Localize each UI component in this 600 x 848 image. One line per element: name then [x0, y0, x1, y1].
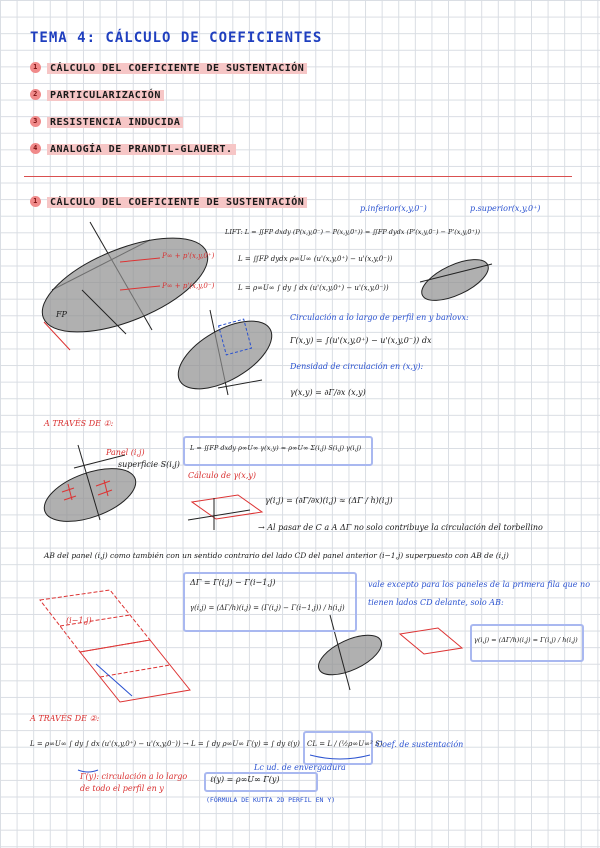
toc-label: CÁLCULO DEL COEFICIENTE DE SUSTENTACIÓN — [47, 63, 307, 74]
label-panel-prev: (i−1,j) — [66, 616, 92, 625]
exception-note-line-2: tienen lados CD delante, solo AB: — [368, 598, 504, 607]
cl-box — [303, 731, 373, 765]
panel-grid-sketch — [40, 590, 190, 702]
label-p-lower: p.inferior(x,y,0⁻) — [360, 204, 427, 213]
lift-equation-1: LIFT: L = ∬FP dxdy (P(x,y,0⁻) − P(x,y,0⁺)) = ∬FP dydx (P'(x,y,0⁻) − P'(x,y,0⁺)) — [225, 228, 480, 236]
panel-sketch — [188, 495, 262, 530]
label-panel: Panel (i,j) — [106, 448, 145, 457]
toc-label: PARTICULARIZACIÓN — [47, 90, 164, 101]
lift-per-span-label: Lc ud. de envergadura — [254, 763, 346, 772]
kutta-note: (FÓRMULA DE KUTTA 2D PERFIL EN Y) — [206, 796, 336, 804]
toc-number: 2 — [30, 89, 41, 100]
gamma-approx-equation: γ(i,j) = (∂Γ/∂x)(i,j) ≈ (ΔΓ / h)(i,j) — [265, 496, 393, 505]
through-heading-2: A TRAVÉS DE ②: — [30, 714, 100, 723]
toc-number: 3 — [30, 116, 41, 127]
lift-equation-2: L = ∬FP dydx ρ∞U∞ (u'(x,y,0⁺) − u'(x,y,0⁻)) — [238, 255, 393, 263]
kutta-equation: ℓ(y) = ρ∞U∞ Γ(y) — [210, 775, 280, 784]
gamma-note-line-2: de todo el perfil en y — [80, 784, 164, 793]
density-caption: Densidad de circulación en (x,y): — [290, 362, 424, 371]
toc-number: 1 — [30, 62, 41, 73]
toc-label: ANALOGÍA DE PRANDTL-GLAUERT. — [47, 144, 236, 155]
delta-gamma-equation: ΔΓ = Γ(i,j) − Γ(i−1,j) — [190, 578, 276, 587]
section-title: CÁLCULO DEL COEFICIENTE DE SUSTENTACIÓN — [47, 197, 307, 208]
lift-equation-3: L = ρ∞U∞ ∫ dy ∫ dx (u'(x,y,0⁺) − u'(x,y,0⁻)) — [238, 284, 389, 292]
toc-number: 4 — [30, 143, 41, 154]
wing-sketch-3 — [416, 251, 494, 309]
label-p-upper: p.superior(x,y,0⁺) — [470, 204, 541, 213]
label-wing-p-upper: P∞ + p'(x,y,0⁺) — [162, 252, 215, 260]
label-surface: superficie S(i,j) — [118, 460, 180, 469]
lift-sum-equation: L = ∬FP dxdy ρ∞U∞ γ(x,y) ≈ ρ∞U∞ Σ(i,j) S(i,j) γ(i,j) — [190, 444, 362, 452]
circulation-caption: Circulación a lo largo de perfil en y barlovx: — [290, 313, 469, 322]
gamma-ij-equation: γ(i,j) = (ΔΓ/h)(i,j) = (Γ(i,j) − Γ(i−1,j)) / h(i,j) — [190, 604, 345, 612]
paragraph-line-2: AB del panel (i,j) como también con un sentido contrario del lado CD del panel anterior (i−1,j) superpuesto con AB de (i,j) — [44, 551, 509, 560]
gamma-note-line-1: Γ(y): circulación a lo largo — [80, 772, 188, 781]
density-equation: γ(x,y) = ∂Γ/∂x (x,y) — [290, 388, 366, 397]
paragraph-line-1: → Al pasar de C a A ΔΓ no solo contribuye la circulación del torbellino — [258, 523, 543, 532]
toc-label: RESISTENCIA INDUCIDA — [47, 117, 183, 128]
circulation-equation: Γ(x,y) = ∫(u'(x,y,0⁺) − u'(x,y,0⁻)) dx — [290, 336, 432, 345]
section-number: 1 — [30, 196, 41, 207]
through-heading-1: A TRAVÉS DE ①: — [44, 419, 114, 428]
cl-label: Coef. de sustentación — [376, 740, 464, 749]
label-fp: FP — [56, 310, 67, 319]
page-title: TEMA 4: CÁLCULO DE COEFICIENTES — [30, 30, 323, 46]
first-row-equation: γ(i,j) = (ΔΓ/h)(i,j) = Γ(i,j) / h(i,j) — [474, 636, 578, 644]
gamma-calc-caption: Cálculo de γ(x,y) — [188, 471, 256, 480]
cl-equation: CL = L / (½ρ∞U∞² S) — [307, 740, 383, 748]
wing-sketch-2 — [167, 307, 282, 402]
lift-final-equation: L = ρ∞U∞ ∫ dy ∫ dx (u'(x,y,0⁺) − u'(x,y,0⁻)) → L = ∫ dy ρ∞U∞ Γ(y) = ∫ dy ℓ(y) — [30, 740, 300, 748]
exception-note-line-1: vale excepto para los paneles de la primera fila que no — [368, 580, 591, 589]
label-wing-p-lower: P∞ + p'(x,y,0⁻) — [162, 282, 215, 290]
wing-sketch-4 — [37, 445, 142, 532]
